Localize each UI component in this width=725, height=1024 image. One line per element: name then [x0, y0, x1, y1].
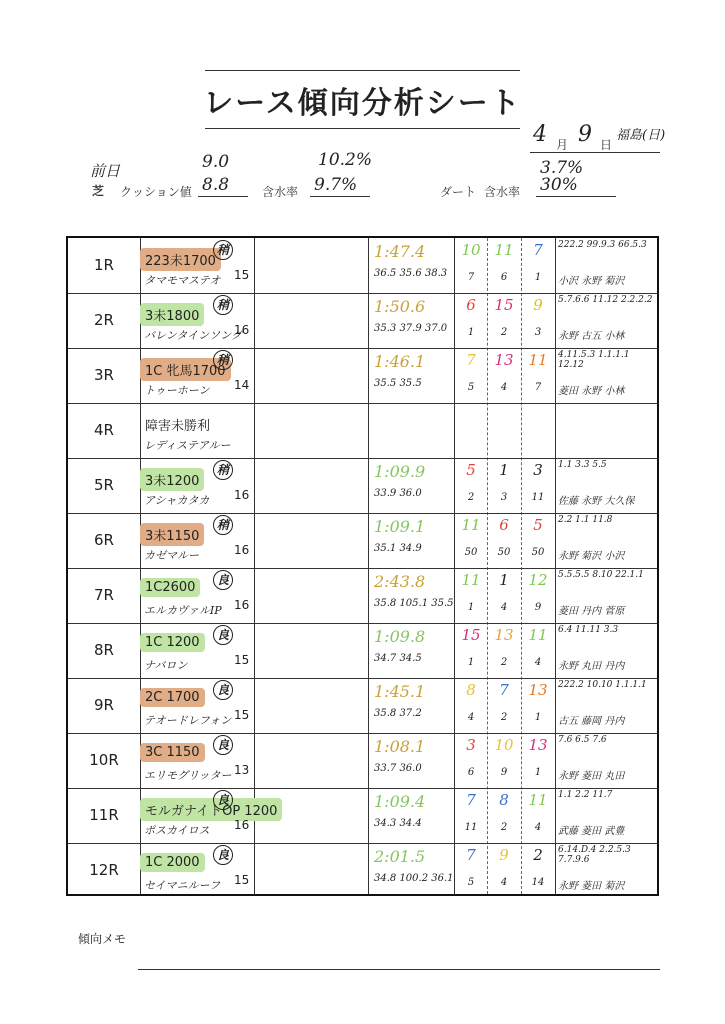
winner-name: セイマニルーフ	[144, 879, 221, 892]
row-divider	[68, 623, 657, 624]
corner-positions: 2.2 1.1 11.8	[558, 515, 613, 525]
third-place-position: 4	[534, 657, 542, 668]
row-divider	[68, 403, 657, 404]
third-place-number: 12	[528, 571, 548, 589]
first-place-position: 1	[467, 602, 475, 613]
second-place-position: 4	[500, 382, 508, 393]
title-bottom-rule	[205, 128, 520, 129]
table-row	[68, 458, 657, 513]
dirt-label: ダート	[440, 185, 477, 199]
second-place-position: 2	[500, 327, 508, 338]
first-place-position: 6	[467, 767, 475, 778]
third-place-number: 5	[533, 516, 543, 534]
date-rule	[530, 152, 660, 153]
row-divider	[68, 733, 657, 734]
third-place-position: 4	[534, 822, 542, 833]
cushion-value: 8.8	[202, 175, 230, 195]
first-place-number: 7	[466, 351, 476, 369]
race-name: モルガナイトOP 1200	[140, 798, 282, 821]
first-place-position: 1	[467, 327, 475, 338]
race-name: 障害未勝利	[145, 419, 211, 434]
track-condition: 稍	[213, 515, 233, 535]
first-place-number: 7	[466, 846, 476, 864]
table-row	[68, 568, 657, 623]
second-place-number: 10	[494, 736, 514, 754]
second-place-position: 2	[500, 822, 508, 833]
third-place-number: 11	[528, 626, 548, 644]
split-times: 34.3 34.4	[374, 818, 422, 829]
first-place-number: 3	[466, 736, 476, 754]
corner-positions: 6.4 11.11 3.3	[558, 625, 619, 635]
prev-cushion-value: 9.0	[202, 152, 230, 172]
jockey-names: 武藤 菱田 武豊	[558, 826, 625, 837]
corner-positions: 222.2 99.9.3 66.5.3	[558, 240, 647, 250]
third-place-position: 3	[534, 327, 542, 338]
table-row	[68, 238, 657, 293]
second-place-number: 13	[494, 351, 514, 369]
split-times: 34.7 34.5	[374, 653, 422, 664]
jockey-names: 菱田 丹内 菅原	[558, 606, 625, 617]
second-place-number: 6	[499, 516, 509, 534]
third-place-position: 50	[531, 547, 545, 558]
first-place-number: 5	[466, 461, 476, 479]
moisture-label: 含水率	[262, 185, 299, 199]
race-number: 7R	[94, 586, 114, 604]
winner-name: レディステアルー	[144, 439, 231, 452]
dirt-moisture-label: 含水率	[484, 185, 521, 199]
second-place-number: 7	[499, 681, 509, 699]
dirt-moisture-rule	[536, 196, 616, 197]
first-place-number: 6	[466, 296, 476, 314]
runner-count: 13	[234, 763, 250, 777]
split-times: 35.8 105.1 35.5	[374, 598, 454, 609]
race-name: 3未1200	[140, 468, 204, 491]
row-divider	[68, 513, 657, 514]
row-divider	[68, 678, 657, 679]
track-condition: 良	[213, 625, 233, 645]
first-place-number: 10	[461, 241, 481, 259]
first-place-number: 15	[461, 626, 481, 644]
race-name: 3未1150	[140, 523, 204, 546]
winning-time: 1:09.1	[374, 517, 426, 536]
runner-count: 15	[234, 268, 250, 282]
table-row	[68, 348, 657, 403]
corner-positions: 5.5.5.5 8.10 22.1.1	[558, 570, 644, 580]
runner-count: 14	[234, 378, 250, 392]
corner-positions: 1.1 2.2 11.7	[558, 790, 613, 800]
dirt-moisture-value: 30%	[540, 175, 578, 195]
track-condition: 稍	[213, 350, 233, 370]
first-place-position: 7	[467, 272, 475, 283]
third-place-number: 11	[528, 351, 548, 369]
split-times: 36.5 35.6 38.3	[374, 268, 448, 279]
row-divider	[68, 348, 657, 349]
second-place-position: 4	[500, 602, 508, 613]
title-top-rule	[205, 70, 520, 71]
second-place-position: 4	[500, 877, 508, 888]
split-times: 34.8 100.2 36.1	[374, 873, 454, 884]
winning-time: 1:46.1	[374, 352, 426, 371]
winning-time: 1:08.1	[374, 737, 426, 756]
cushion-rule	[198, 196, 248, 197]
second-place-number: 1	[499, 571, 509, 589]
race-number: 12R	[89, 861, 119, 879]
jockey-names: 永野 古五 小林	[558, 331, 625, 342]
corner-positions: 5.7.6.6 11.12 2.2.2.2	[558, 295, 653, 305]
corner-positions: 1.1 3.3 5.5	[558, 460, 607, 470]
table-row	[68, 678, 657, 733]
track-condition: 稍	[213, 460, 233, 480]
runner-count: 15	[234, 653, 250, 667]
jockey-names: 菱田 永野 小林	[558, 386, 625, 397]
winning-time: 2:43.8	[374, 572, 426, 591]
winning-time: 1:09.8	[374, 627, 426, 646]
first-place-position: 11	[464, 822, 478, 833]
winning-time: 1:09.4	[374, 792, 426, 811]
jockey-names: 永野 菱田 菊沢	[558, 881, 625, 892]
track-condition: 良	[213, 570, 233, 590]
memo-label: 傾向メモ	[78, 932, 127, 946]
jockey-names: 古五 藤岡 丹内	[558, 716, 625, 727]
winning-time: 1:47.4	[374, 242, 426, 261]
third-place-number: 11	[528, 791, 548, 809]
third-place-position: 9	[534, 602, 542, 613]
first-place-number: 7	[466, 791, 476, 809]
date-month-unit: 月	[556, 138, 569, 152]
split-times: 35.5 35.5	[374, 378, 422, 389]
winning-time: 1:50.6	[374, 297, 426, 316]
runner-count: 15	[234, 873, 250, 887]
corner-positions: 6.14.D.4 2.2.5.3 7.7.9.6	[558, 845, 631, 865]
split-times: 35.8 37.2	[374, 708, 422, 719]
venue: 福島(日)	[616, 128, 666, 143]
table-row	[68, 403, 657, 458]
race-number: 9R	[94, 696, 114, 714]
row-divider	[68, 458, 657, 459]
winner-name: ナバロン	[144, 659, 188, 672]
second-place-number: 11	[494, 241, 514, 259]
first-place-position: 5	[467, 382, 475, 393]
row-divider	[68, 293, 657, 294]
table-row	[68, 293, 657, 348]
race-table	[66, 236, 659, 896]
winner-name: タマモマステオ	[144, 274, 221, 287]
race-number: 8R	[94, 641, 114, 659]
first-place-position: 5	[467, 877, 475, 888]
cushion-label: クッション値	[120, 185, 192, 199]
second-place-number: 8	[499, 791, 509, 809]
first-place-position: 1	[467, 657, 475, 668]
winner-name: トゥーホーン	[144, 384, 210, 397]
prev-dirt-moisture-value: 3.7%	[540, 158, 584, 178]
race-name: 3C 1150	[140, 743, 205, 762]
moisture-value: 9.7%	[314, 175, 358, 195]
third-place-position: 7	[534, 382, 542, 393]
track-condition: 稍	[213, 295, 233, 315]
row-divider	[68, 843, 657, 844]
third-place-position: 1	[534, 767, 542, 778]
runner-count: 15	[234, 708, 250, 722]
second-place-position: 2	[500, 657, 508, 668]
third-place-number: 9	[533, 296, 543, 314]
date-day: 9	[578, 122, 592, 147]
race-name: 223未1700	[140, 248, 221, 271]
track-condition: 良	[213, 845, 233, 865]
third-place-number: 13	[528, 736, 548, 754]
race-number: 3R	[94, 366, 114, 384]
row-divider	[68, 788, 657, 789]
winning-time: 2:01.5	[374, 847, 426, 866]
runner-count: 16	[234, 488, 250, 502]
first-place-position: 4	[467, 712, 475, 723]
table-row	[68, 623, 657, 678]
table-row	[68, 513, 657, 568]
race-number: 1R	[94, 256, 114, 274]
first-place-number: 11	[461, 571, 481, 589]
split-times: 35.1 34.9	[374, 543, 422, 554]
jockey-names: 永野 菊沢 小沢	[558, 551, 625, 562]
third-place-position: 1	[534, 712, 542, 723]
row-divider	[68, 568, 657, 569]
winner-name: アシャカタカ	[144, 494, 210, 507]
corner-positions: 7.6 6.5 7.6	[558, 735, 607, 745]
winner-name: エルカヴァルIP	[144, 604, 222, 617]
third-place-position: 11	[531, 492, 545, 503]
split-times: 33.9 36.0	[374, 488, 422, 499]
corner-positions: 4.11.5.3 1.1.1.1 12.12	[558, 350, 630, 370]
race-number: 11R	[89, 806, 119, 824]
third-place-number: 3	[533, 461, 543, 479]
second-place-position: 2	[500, 712, 508, 723]
first-place-number: 8	[466, 681, 476, 699]
table-row	[68, 843, 657, 898]
moisture-rule	[310, 196, 370, 197]
track-condition: 良	[213, 735, 233, 755]
track-condition: 良	[213, 680, 233, 700]
first-place-position: 50	[464, 547, 478, 558]
winning-time: 1:45.1	[374, 682, 426, 701]
jockey-names: 佐藤 永野 大久保	[558, 496, 635, 507]
winner-name: エリモグリッター	[144, 769, 232, 782]
turf-label: 芝	[92, 184, 105, 198]
prev-day-label: 前日	[90, 162, 121, 180]
race-name: 3未1800	[140, 303, 204, 326]
race-name: 1C 2000	[140, 853, 205, 872]
third-place-number: 13	[528, 681, 548, 699]
date-day-unit: 日	[600, 138, 613, 152]
race-number: 6R	[94, 531, 114, 549]
second-place-number: 1	[499, 461, 509, 479]
second-place-number: 9	[499, 846, 509, 864]
second-place-position: 3	[500, 492, 508, 503]
winner-name: ポスカイロス	[144, 824, 210, 837]
jockey-names: 永野 丸田 丹内	[558, 661, 625, 672]
jockey-names: 永野 菱田 丸田	[558, 771, 625, 782]
race-name: 1C 牝馬1700	[140, 358, 231, 381]
date-month: 4	[533, 122, 547, 147]
page-title: レース傾向分析シート	[203, 86, 522, 121]
race-number: 10R	[89, 751, 119, 769]
runner-count: 16	[234, 818, 250, 832]
runner-count: 16	[234, 598, 250, 612]
winner-name: カゼマルー	[144, 549, 199, 562]
race-name: 1C2600	[140, 578, 200, 597]
third-place-position: 1	[534, 272, 542, 283]
third-place-position: 14	[531, 877, 545, 888]
track-condition: 稍	[213, 240, 233, 260]
table-row	[68, 733, 657, 788]
winner-name: バレンタインソング	[144, 329, 242, 342]
second-place-number: 15	[494, 296, 514, 314]
winning-time: 1:09.9	[374, 462, 426, 481]
race-name: 2C 1700	[140, 688, 205, 707]
race-number: 5R	[94, 476, 114, 494]
memo-rule	[138, 969, 660, 970]
second-place-position: 6	[500, 272, 508, 283]
race-number: 2R	[94, 311, 114, 329]
race-number: 4R	[94, 421, 114, 439]
winner-name: テオードレフォン	[144, 714, 232, 727]
first-place-position: 2	[467, 492, 475, 503]
corner-positions: 222.2 10.10 1.1.1.1	[558, 680, 647, 690]
second-place-number: 13	[494, 626, 514, 644]
split-times: 33.7 36.0	[374, 763, 422, 774]
split-times: 35.3 37.9 37.0	[374, 323, 448, 334]
prev-moisture-value: 10.2%	[318, 150, 373, 170]
first-place-number: 11	[461, 516, 481, 534]
track-condition: 良	[213, 790, 233, 810]
third-place-number: 7	[533, 241, 543, 259]
third-place-number: 2	[533, 846, 543, 864]
runner-count: 16	[234, 543, 250, 557]
race-name: 1C 1200	[140, 633, 205, 652]
jockey-names: 小沢 永野 菊沢	[558, 276, 625, 287]
second-place-position: 9	[500, 767, 508, 778]
table-row	[68, 788, 657, 843]
second-place-position: 50	[497, 547, 511, 558]
runner-count: 16	[234, 323, 250, 337]
